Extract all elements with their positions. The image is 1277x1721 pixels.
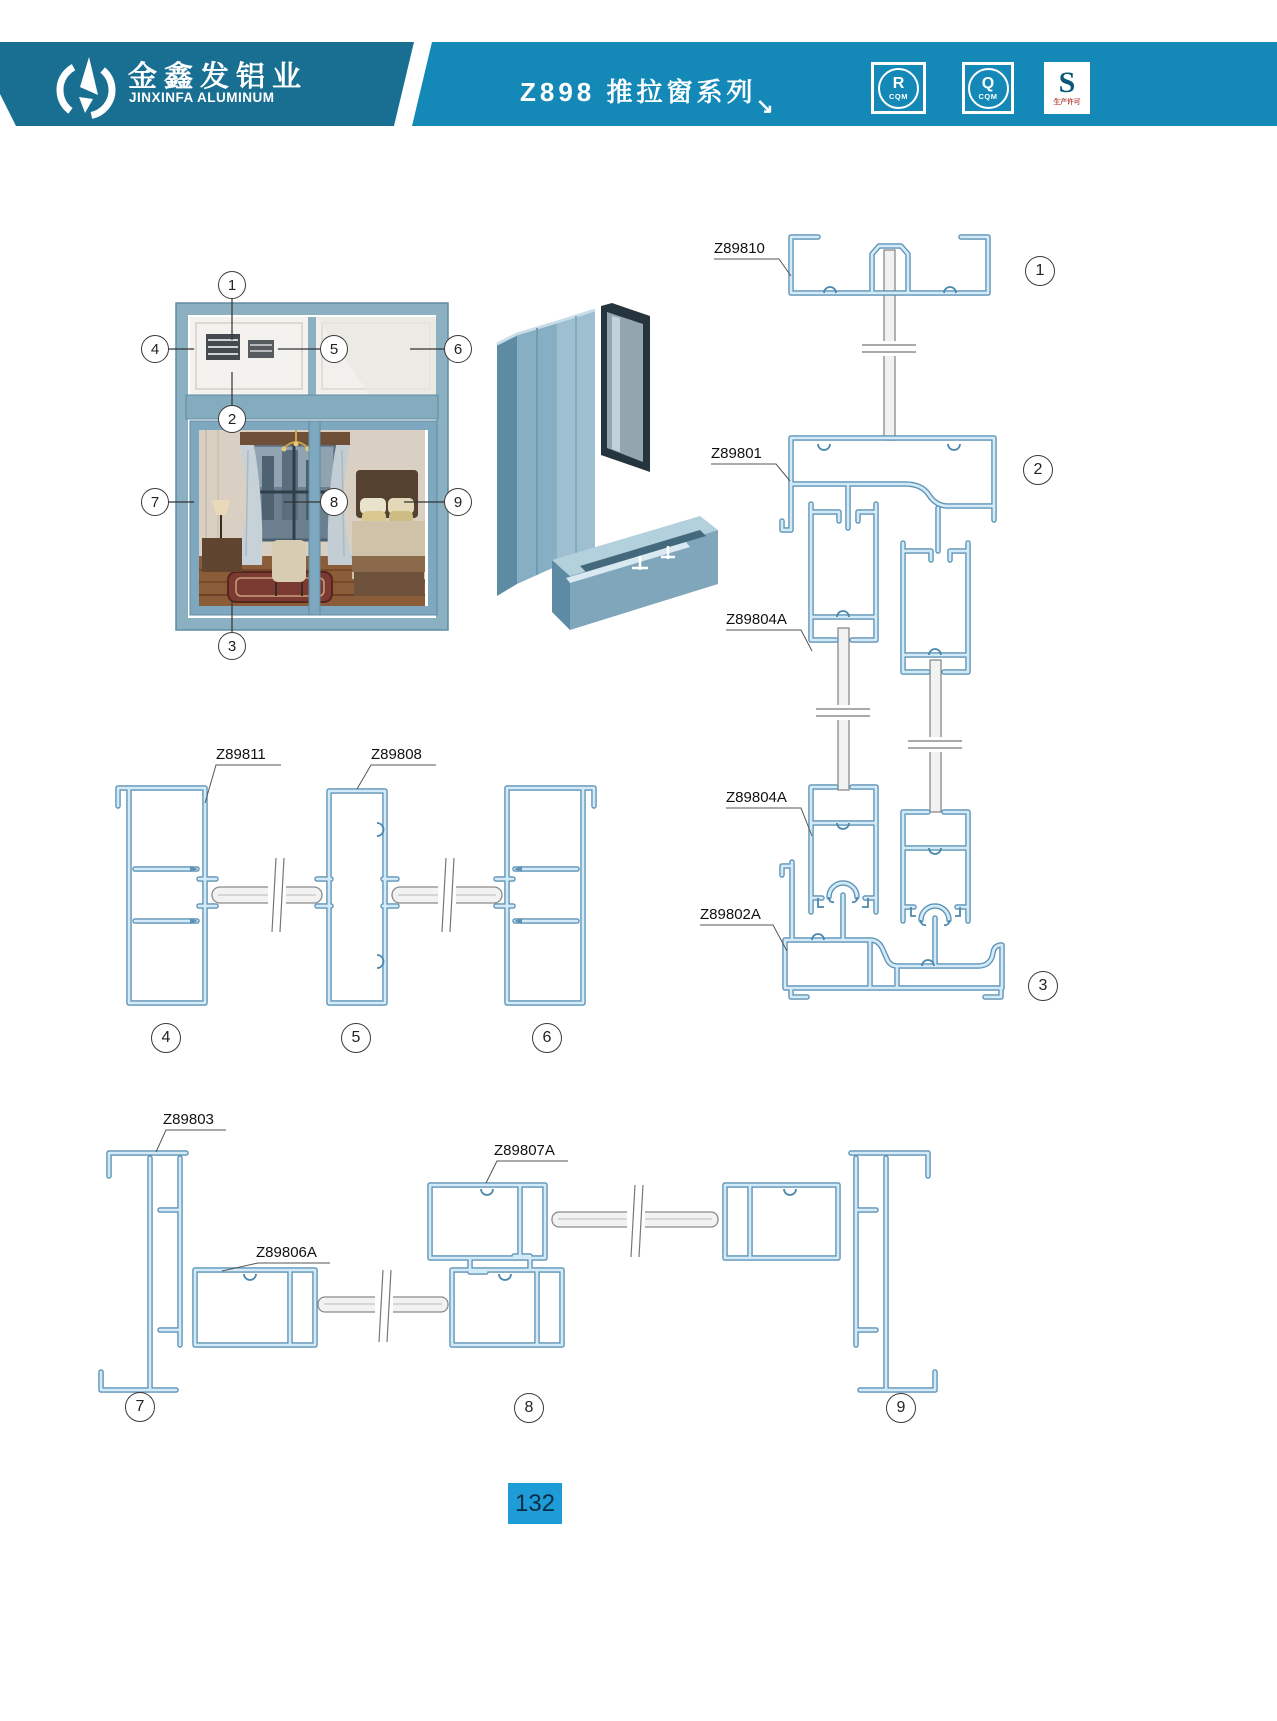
leader-lines (205, 765, 436, 803)
part-label-z89810: Z89810 (714, 240, 765, 257)
page-number: 132 (514, 1489, 556, 1517)
series-title: Z898 推拉窗系列 (520, 77, 757, 107)
window-photo (176, 303, 448, 630)
badge-caption: CQM (978, 91, 998, 101)
part-label-z89802a: Z89802A (700, 906, 761, 923)
glass-pane (930, 660, 941, 812)
section-circle-7: 7 (125, 1392, 155, 1422)
section-circle-9: 9 (886, 1393, 916, 1423)
part-label-z89806a: Z89806A (256, 1244, 317, 1261)
profile-3d-render (497, 303, 718, 630)
horizontal-section-top-drawing (118, 765, 594, 1003)
section-circle-5: 5 (341, 1023, 371, 1053)
callout-9: 9 (444, 488, 472, 516)
badge-caption: CQM (889, 91, 908, 101)
section-circle-3: 3 (1028, 971, 1058, 1001)
page-number-badge (508, 1483, 562, 1524)
callout-3: 3 (218, 632, 246, 660)
callout-4: 4 (141, 335, 169, 363)
part-label-z89804a: Z89804A (726, 611, 787, 628)
part-label-z89811: Z89811 (216, 746, 266, 763)
badge-symbol: S (1058, 66, 1076, 99)
company-name-zh: 金鑫发铝业 (128, 61, 309, 93)
callout-5: 5 (320, 335, 348, 363)
badge-caption: 生产许可 (1053, 97, 1081, 106)
part-label-z89803: Z89803 (163, 1111, 214, 1128)
section-circle-8: 8 (514, 1393, 544, 1423)
badge-symbol: Q (981, 74, 995, 92)
part-label-z89808: Z89808 (371, 746, 422, 763)
callout-6: 6 (444, 335, 472, 363)
horizontal-section-bottom-drawing (101, 1130, 935, 1390)
section-circle-1: 1 (1025, 256, 1055, 286)
section-circle-6: 6 (532, 1023, 562, 1053)
part-label-z89807a: Z89807A (494, 1142, 555, 1159)
callout-2: 2 (218, 405, 246, 433)
leader-lines (700, 259, 812, 951)
section-circle-4: 4 (151, 1023, 181, 1053)
section-circle-2: 2 (1023, 455, 1053, 485)
badge-symbol: R (892, 74, 905, 92)
diagonal-arrow-icon: ↘ (756, 95, 774, 118)
callout-1: 1 (218, 271, 246, 299)
callout-8: 8 (320, 488, 348, 516)
part-label-z89801: Z89801 (711, 445, 762, 462)
company-name-en: JINXINFA ALUMINUM (129, 90, 275, 105)
part-label-z89804a: Z89804A (726, 789, 787, 806)
callout-7: 7 (141, 488, 169, 516)
